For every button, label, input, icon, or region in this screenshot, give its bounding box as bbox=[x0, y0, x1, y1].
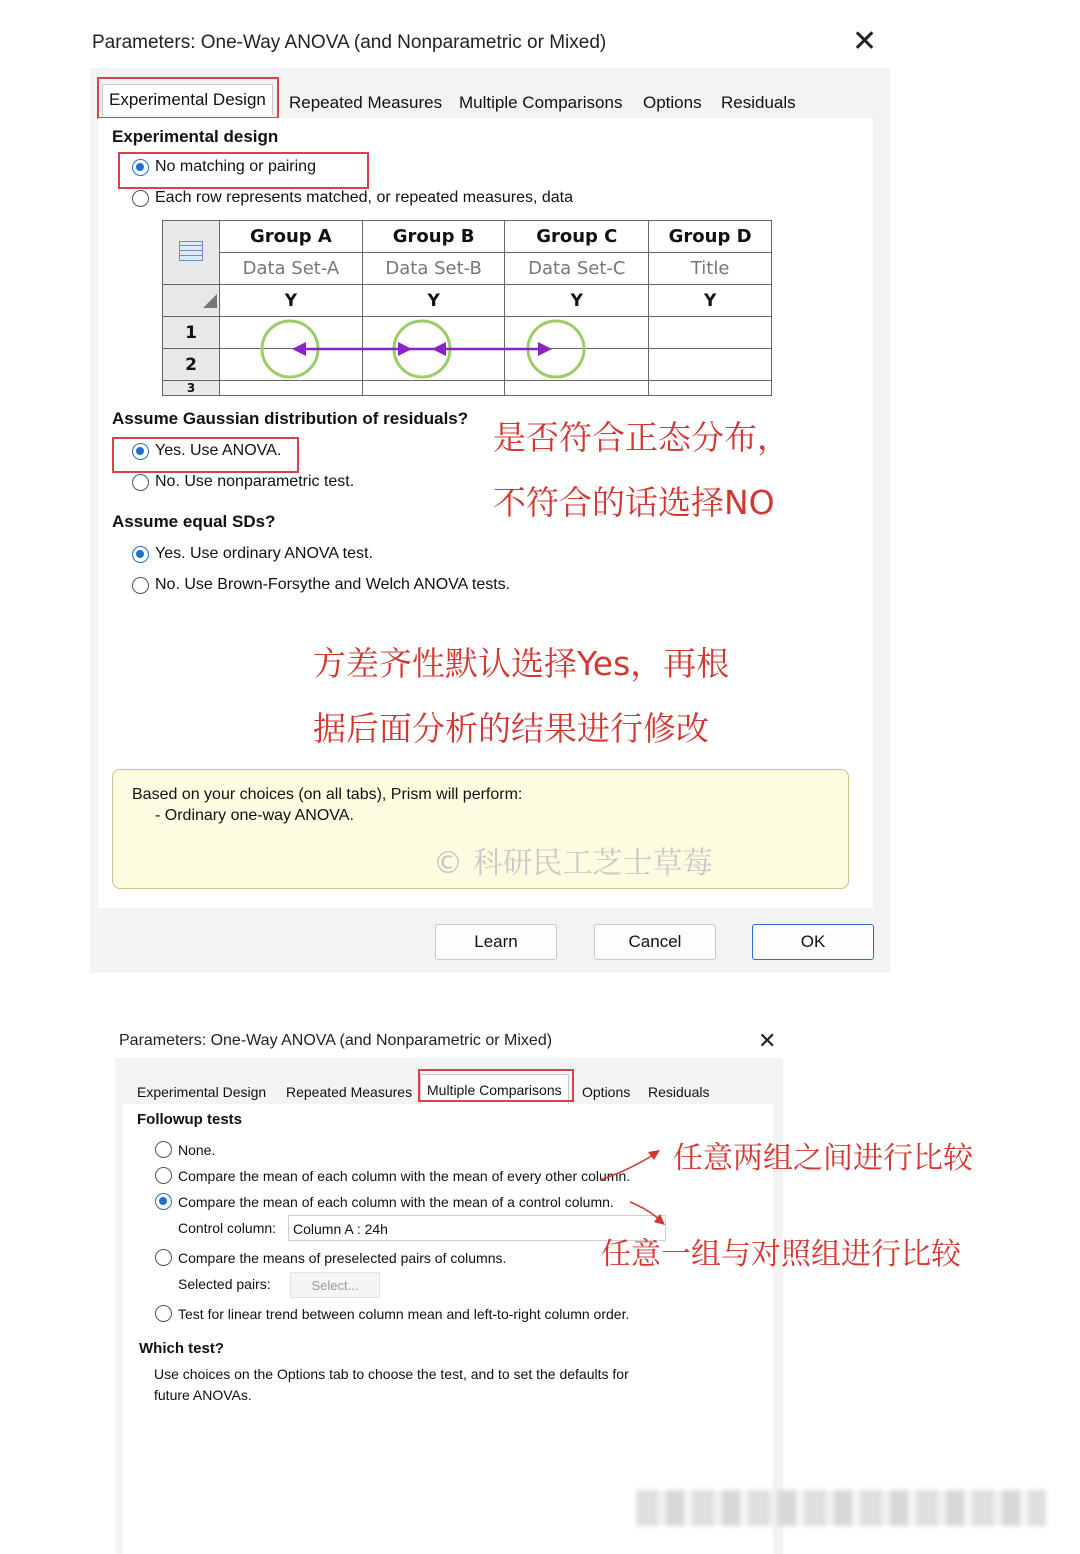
radio-gaussian-no-label: No. Use nonparametric test. bbox=[155, 473, 355, 490]
radio-gaussian-yes[interactable] bbox=[132, 442, 281, 460]
table-icon-cell bbox=[163, 221, 220, 285]
radio-selected-icon bbox=[132, 443, 149, 460]
close-icon[interactable]: ✕ bbox=[852, 25, 878, 58]
radio-sds-no-label: No. Use Brown-Forsythe and Welch ANOVA tests. bbox=[155, 576, 511, 593]
arrow-head bbox=[538, 342, 552, 356]
radio-gaussian-yes-label: Yes. Use ANOVA. bbox=[155, 442, 282, 459]
table-icon bbox=[179, 241, 203, 261]
which-test-line-1: Use choices on the Options tab to choose the test, and to set the defaults for bbox=[154, 1366, 629, 1382]
radio-preselected[interactable] bbox=[155, 1249, 506, 1266]
dataset-label: Data Set-C bbox=[505, 253, 649, 285]
dialog-title: Parameters: One-Way ANOVA (and Nonparametric or Mixed) bbox=[119, 1032, 553, 1049]
watermark: © 科研民工芝士草莓 bbox=[433, 846, 713, 881]
arrow-head bbox=[432, 342, 446, 356]
annotation-sd-1: 方差齐性默认选择Yes，再根 bbox=[313, 644, 730, 683]
title-bar bbox=[90, 18, 890, 68]
control-column-select[interactable]: Column A : 24h bbox=[288, 1215, 666, 1241]
annotation-any-two: 任意两组之间进行比较 bbox=[673, 1141, 973, 1176]
comparison-illustration bbox=[240, 313, 600, 383]
radio-gaussian-no[interactable] bbox=[132, 473, 354, 491]
radio-selected-icon bbox=[155, 1193, 172, 1210]
arrow-to-every-other bbox=[600, 1152, 658, 1180]
summary-box bbox=[112, 769, 849, 889]
arrow-head bbox=[292, 342, 306, 356]
group-header: Group D bbox=[649, 221, 772, 253]
radio-unselected-icon bbox=[155, 1305, 172, 1322]
annotation-arrows bbox=[590, 1140, 680, 1240]
anova-dialog-comparisons bbox=[115, 1022, 783, 1554]
y-label: Y bbox=[220, 285, 363, 317]
tab-experimental-design[interactable]: Experimental Design bbox=[137, 1084, 267, 1100]
followup-heading: Followup tests bbox=[137, 1111, 242, 1128]
arrow-head bbox=[398, 342, 412, 356]
group-header: Group A bbox=[220, 221, 363, 253]
annotation-vs-control: 任意一组与对照组进行比较 bbox=[601, 1237, 961, 1272]
blurred-watermark bbox=[636, 1490, 1046, 1526]
radio-unselected-icon bbox=[155, 1141, 172, 1158]
dataset-label: Title bbox=[649, 253, 772, 285]
tab-experimental-design[interactable]: Experimental Design bbox=[102, 84, 273, 115]
radio-no-matching-label: No matching or pairing bbox=[155, 158, 316, 175]
learn-button[interactable]: Learn bbox=[435, 924, 557, 960]
radio-linear-trend-label: Test for linear trend between column mean and left-to-right column order. bbox=[178, 1305, 630, 1322]
corner-cell bbox=[163, 285, 220, 317]
radio-none[interactable] bbox=[155, 1141, 215, 1158]
data-cell bbox=[649, 317, 772, 349]
control-column-label: Control column: bbox=[178, 1220, 277, 1236]
radio-selected-icon bbox=[132, 159, 149, 176]
tab-repeated-measures[interactable]: Repeated Measures bbox=[286, 1084, 413, 1100]
data-cell bbox=[649, 381, 772, 396]
radio-linear-trend[interactable] bbox=[155, 1305, 629, 1322]
dialog-title: Parameters: One-Way ANOVA (and Nonparametric or Mixed) bbox=[92, 32, 607, 53]
tab-multiple-comparisons[interactable]: Multiple Comparisons bbox=[420, 1074, 569, 1105]
radio-unselected-icon bbox=[132, 190, 149, 207]
arrow-head bbox=[648, 1150, 660, 1160]
annotation-gaussian-2: 不符合的话选择NO bbox=[493, 483, 775, 522]
tab-residuals[interactable]: Residuals bbox=[721, 93, 796, 112]
summary-line-2: - Ordinary one-way ANOVA. bbox=[155, 807, 354, 824]
gaussian-heading: Assume Gaussian distribution of residuals? bbox=[112, 409, 469, 428]
row-number: 3 bbox=[163, 381, 220, 396]
radio-none-label: None. bbox=[178, 1141, 216, 1158]
row-number: 1 bbox=[163, 317, 220, 349]
row-number: 2 bbox=[163, 349, 220, 381]
selected-pairs-label: Selected pairs: bbox=[178, 1276, 271, 1292]
radio-each-row-label: Each row represents matched, or repeated measures, data bbox=[155, 189, 573, 206]
radio-control[interactable] bbox=[155, 1193, 614, 1210]
corner-triangle-icon bbox=[203, 294, 217, 308]
tab-repeated-measures[interactable]: Repeated Measures bbox=[289, 93, 443, 112]
ok-button[interactable]: OK bbox=[752, 924, 874, 960]
tab-options[interactable]: Options bbox=[643, 93, 702, 112]
radio-unselected-icon bbox=[155, 1167, 172, 1184]
equal-sds-heading: Assume equal SDs? bbox=[112, 512, 276, 531]
dataset-label: Data Set-A bbox=[220, 253, 363, 285]
group-header: Group C bbox=[505, 221, 649, 253]
tab-options[interactable]: Options bbox=[582, 1084, 631, 1100]
cancel-button[interactable]: Cancel bbox=[594, 924, 716, 960]
radio-every-other-label: Compare the mean of each column with the mean of every other column. bbox=[178, 1167, 631, 1184]
tab-multiple-comparisons[interactable]: Multiple Comparisons bbox=[459, 93, 623, 112]
radio-preselected-label: Compare the means of preselected pairs of columns. bbox=[178, 1249, 507, 1266]
annotation-gaussian-1: 是否符合正态分布， bbox=[493, 418, 790, 457]
experimental-design-heading: Experimental design bbox=[112, 127, 279, 146]
y-label: Y bbox=[362, 285, 505, 317]
y-label: Y bbox=[649, 285, 772, 317]
selected-pairs-select[interactable]: Select... bbox=[290, 1272, 380, 1298]
which-test-heading: Which test? bbox=[139, 1340, 224, 1357]
radio-sds-no[interactable] bbox=[132, 576, 510, 594]
title-bar bbox=[115, 1022, 783, 1058]
radio-selected-icon bbox=[132, 546, 149, 563]
tab-residuals[interactable]: Residuals bbox=[648, 1084, 710, 1100]
radio-sds-yes[interactable] bbox=[132, 545, 373, 563]
summary-line-1: Based on your choices (on all tabs), Prism will perform: bbox=[132, 786, 523, 803]
data-cell bbox=[649, 349, 772, 381]
annotation-sd-2: 据后面分析的结果进行修改 bbox=[313, 709, 709, 748]
radio-unselected-icon bbox=[132, 474, 149, 491]
radio-every-other[interactable] bbox=[155, 1167, 630, 1184]
group-header: Group B bbox=[362, 221, 505, 253]
which-test-line-2: future ANOVAs. bbox=[154, 1387, 252, 1403]
radio-no-matching[interactable] bbox=[132, 158, 316, 176]
dataset-label: Data Set-B bbox=[362, 253, 505, 285]
close-icon[interactable]: ✕ bbox=[758, 1028, 777, 1053]
radio-sds-yes-label: Yes. Use ordinary ANOVA test. bbox=[155, 545, 373, 562]
radio-control-label: Compare the mean of each column with the mean of a control column. bbox=[178, 1193, 614, 1210]
radio-unselected-icon bbox=[132, 577, 149, 594]
radio-unselected-icon bbox=[155, 1249, 172, 1266]
y-label: Y bbox=[505, 285, 649, 317]
radio-each-row[interactable] bbox=[132, 189, 573, 207]
